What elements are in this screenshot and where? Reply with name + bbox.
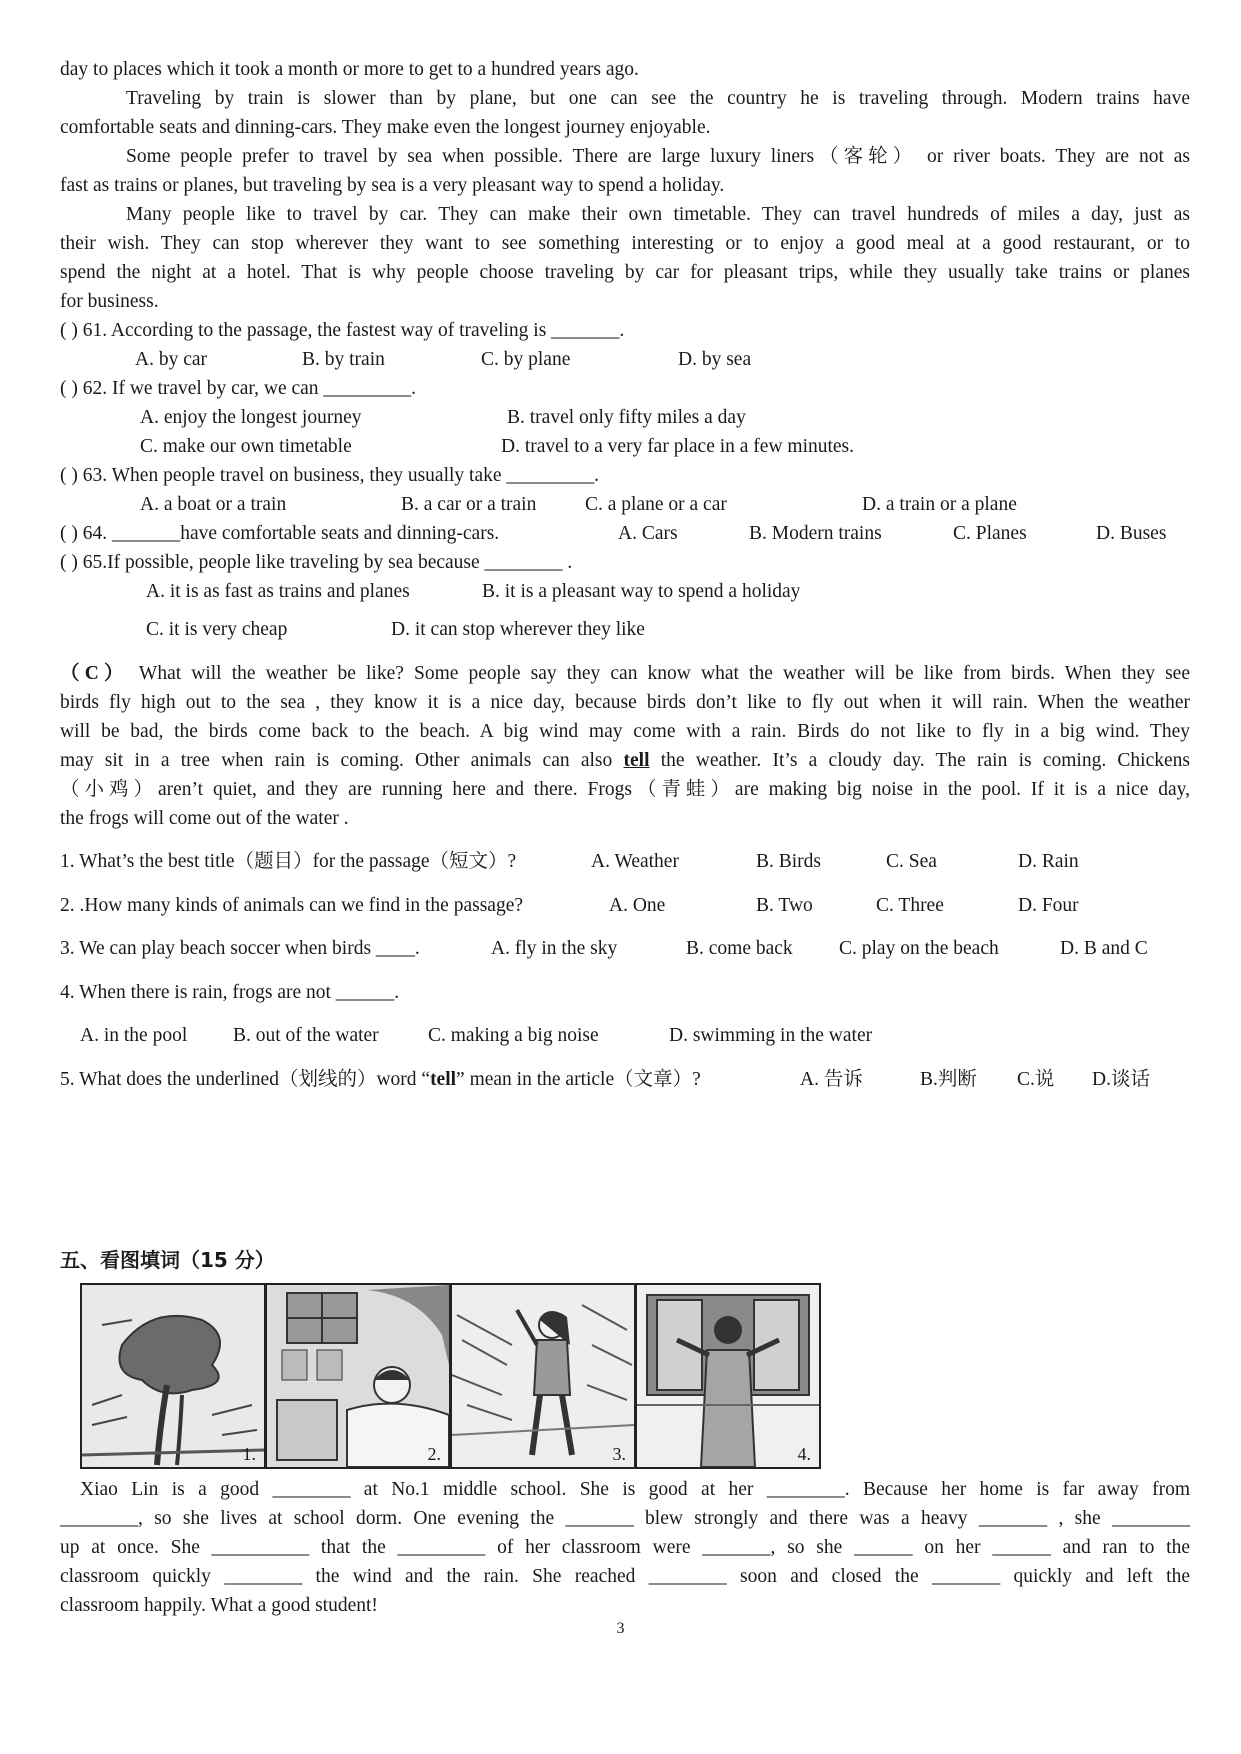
- option-b: B. Birds: [756, 851, 822, 872]
- option-a: A. by car: [135, 349, 208, 370]
- passage-c-text: What will the weather be like? Some people say they can know what the weather will be like from birds. When they see: [138, 663, 1190, 684]
- passage-c-line: [60, 748, 1190, 773]
- cloze-line: Xiao Lin is a good ________ at No.1 middle school. She is good at her ________. Because her home is far away from: [80, 1479, 1190, 1500]
- question-stem: ( ) 62. If we travel by car, we can _________.: [60, 378, 417, 399]
- bold-word: tell: [430, 1069, 457, 1090]
- option-a: A. a boat or a train: [140, 494, 287, 515]
- passage-c-line: （小鸡）aren’t quiet, and they are running here and there. Frogs（青蛙）are making big noise in the pool. If it is a nice day,: [60, 779, 1190, 800]
- option-b: B. Two: [756, 895, 813, 916]
- passage-b-line: comfortable seats and dinning-cars. They make even the longest journey enjoyable.: [60, 117, 711, 138]
- option-c: C. by plane: [481, 349, 571, 370]
- option-d: D. a train or a plane: [862, 494, 1017, 515]
- windy-tree-illustration: [82, 1285, 264, 1467]
- cloze-line: classroom quickly ________ the wind and the rain. She reached ________ soon and closed the _______ quickly and left the: [60, 1566, 1190, 1587]
- option-a: A. Weather: [591, 851, 679, 872]
- option-d: D. by sea: [678, 349, 752, 370]
- picture-strip: [80, 1283, 830, 1466]
- passage-c-text: may sit in a tree when rain is coming. Other animals can also: [60, 750, 624, 771]
- option-a: A. One: [609, 895, 666, 916]
- question-stem: [60, 1067, 701, 1092]
- section-c-label: （C）: [60, 663, 129, 684]
- question-stem: ( ) 64. _______have comfortable seats and dinning-cars.: [60, 523, 500, 544]
- option-c: C. a plane or a car: [585, 494, 727, 515]
- passage-c-line: [60, 661, 1190, 686]
- question-stem: 4. When there is rain, frogs are not ______.: [60, 982, 400, 1003]
- question-stem: 2. .How many kinds of animals can we find in the passage?: [60, 895, 524, 916]
- picture-number: 1.: [242, 1444, 256, 1464]
- picture-number: 2.: [427, 1444, 441, 1464]
- passage-c-line: the frogs will come out of the water .: [60, 808, 349, 829]
- cloze-line: classroom happily. What a good student!: [60, 1595, 378, 1616]
- passage-b-line: spend the night at a hotel. That is why people choose traveling by car for pleasant trips, while they usually take trains or planes: [60, 262, 1190, 283]
- option-b: B. it is a pleasant way to spend a holiday: [482, 581, 801, 602]
- option-b: B.判断: [920, 1069, 977, 1090]
- option-c: C. Planes: [953, 523, 1027, 544]
- question-stem: 3. We can play beach soccer when birds ____.: [60, 938, 420, 959]
- page-number: 3: [616, 1620, 625, 1637]
- passage-c-line: will be bad, the birds come back to the beach. A big wind may come with a rain. Birds do not like to fly in a big wind. They: [60, 721, 1190, 742]
- picture-number: 3.: [612, 1444, 626, 1464]
- option-d: D. swimming in the water: [669, 1025, 873, 1046]
- cloze-line: up at once. She __________ that the _________ of her classroom were _______, so she ______ on her ______ and ran to the: [60, 1537, 1190, 1558]
- option-a: A. fly in the sky: [491, 938, 618, 959]
- passage-b-line: their wish. They can stop wherever they want to see something interesting or to enjoy a good meal at a good restaurant, or to: [60, 233, 1190, 254]
- passage-b-line: Some people prefer to travel by sea when possible. There are large luxury liners（客轮） or river boats. They are not as: [126, 146, 1190, 167]
- option-b: B. travel only fifty miles a day: [507, 407, 746, 428]
- option-d: D. it can stop wherever they like: [391, 619, 645, 640]
- girl-in-wind-illustration: [452, 1285, 634, 1467]
- question-stem: ( ) 63. When people travel on business, they usually take _________.: [60, 465, 600, 486]
- option-d: D. Four: [1018, 895, 1079, 916]
- option-a: A. it is as fast as trains and planes: [146, 581, 410, 602]
- option-a: A. Cars: [618, 523, 678, 544]
- question-text: ” mean in the article（文章）?: [456, 1069, 701, 1090]
- question-stem: ( ) 61. According to the passage, the fastest way of traveling is _______.: [60, 320, 625, 341]
- option-b: B. a car or a train: [401, 494, 537, 515]
- option-c: C. Sea: [886, 851, 937, 872]
- option-d: D. Buses: [1096, 523, 1167, 544]
- option-d: D. travel to a very far place in a few minutes.: [501, 436, 855, 457]
- option-b: B. by train: [302, 349, 385, 370]
- passage-c-text: the weather. It’s a cloudy day. The rain is coming. Chickens: [649, 750, 1190, 771]
- question-stem: 1. What’s the best title（题目）for the passage（短文）?: [60, 851, 517, 872]
- option-c: C. it is very cheap: [146, 619, 288, 640]
- passage-b-line: Many people like to travel by car. They can make their own timetable. They can travel hundreds of miles a day, just as: [126, 204, 1190, 225]
- passage-c-line: birds fly high out to the sea , they know it is a nice day, because birds don’t like to fly out when it will rain. When the weather: [60, 692, 1190, 713]
- question-text: 5. What does the underlined（划线的）word “: [60, 1069, 431, 1090]
- underlined-word: tell: [623, 750, 650, 771]
- option-c: C. make our own timetable: [140, 436, 352, 457]
- option-b: B. Modern trains: [749, 523, 882, 544]
- option-c: C. play on the beach: [839, 938, 999, 959]
- option-d: D. B and C: [1060, 938, 1148, 959]
- option-c: C. Three: [876, 895, 944, 916]
- option-a: A. 告诉: [800, 1069, 863, 1090]
- passage-b-line: for business.: [60, 291, 159, 312]
- cloze-line: ________, so she lives at school dorm. One evening the _______ blew strongly and there was a heavy _______ , she ________: [60, 1508, 1190, 1529]
- passage-b-line: Traveling by train is slower than by plane, but one can see the country he is traveling through. Modern trains have: [126, 88, 1190, 109]
- option-a: A. in the pool: [80, 1025, 188, 1046]
- option-d: D. Rain: [1018, 851, 1079, 872]
- option-c: C.说: [1017, 1069, 1055, 1090]
- picture-windy-tree: [80, 1283, 266, 1469]
- passage-b-line: day to places which it took a month or more to get to a hundred years ago.: [60, 59, 639, 80]
- girl-closing-window-illustration: [637, 1285, 819, 1467]
- option-c: C. making a big noise: [428, 1025, 599, 1046]
- option-b: B. come back: [686, 938, 793, 959]
- picture-girl-in-wind: [450, 1283, 636, 1469]
- picture-girl-in-bed: [265, 1283, 451, 1469]
- option-b: B. out of the water: [233, 1025, 379, 1046]
- girl-in-bed-illustration: [267, 1285, 449, 1467]
- question-stem: ( ) 65.If possible, people like traveling by sea because ________ .: [60, 552, 573, 573]
- picture-girl-closing-window: [635, 1283, 821, 1469]
- section-heading: 五、看图填词（15 分）: [60, 1248, 275, 1272]
- picture-number: 4.: [797, 1444, 811, 1464]
- option-d: D.谈话: [1092, 1069, 1150, 1090]
- passage-b-line: fast as trains or planes, but traveling by sea is a very pleasant way to spend a holiday.: [60, 175, 725, 196]
- option-a: A. enjoy the longest journey: [140, 407, 362, 428]
